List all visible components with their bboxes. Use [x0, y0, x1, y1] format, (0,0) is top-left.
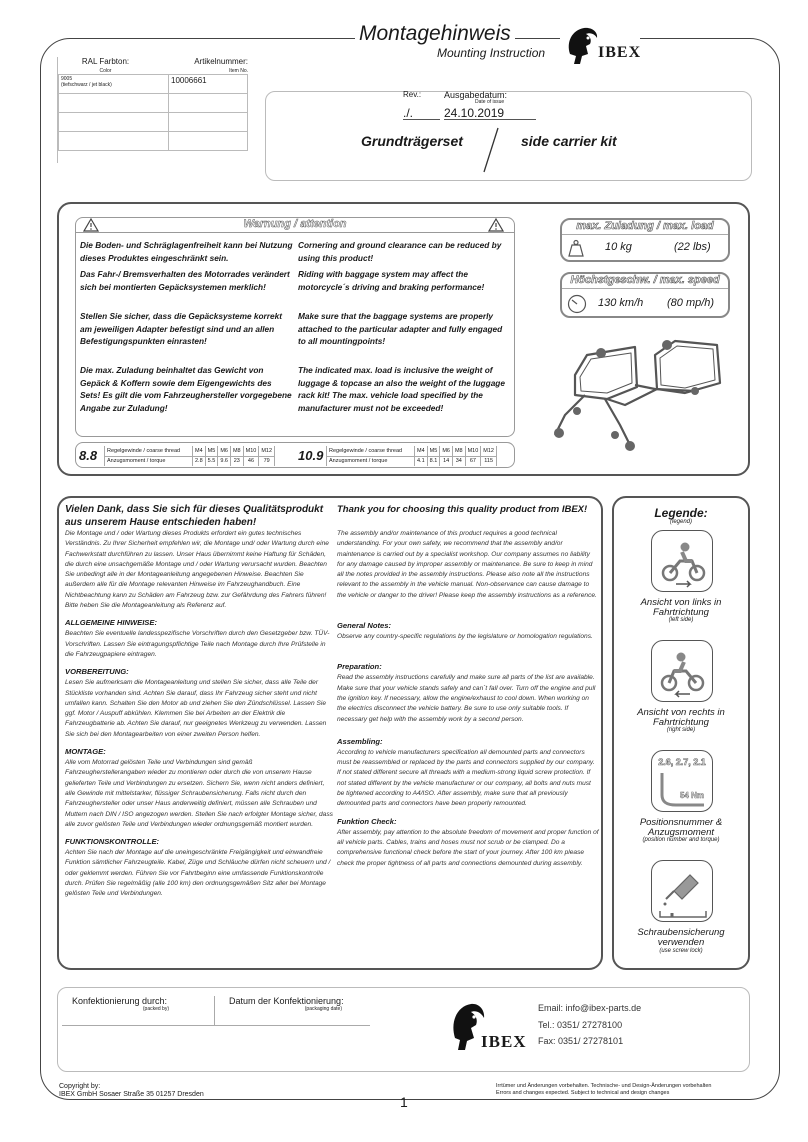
brand-name: IBEX	[481, 1032, 527, 1051]
torque-size: M8	[452, 446, 465, 456]
intro-de: Die Montage und / oder Wartung dieses Produkts erfordert ein gutes technisches Verständnis. Zu Ihrer Sicherheit empfehlen wir, die Montage und/ oder Wartung durch eine Fachwerkstatt durchführen zu lassen. Unser Haus übernimmt keine Haftung für Schäden, die durch eine unsachgemäße Montage und / oder Wartung verursacht wurden. Beachten Sie unbedingt alle in der Montageanleitung angegebenen Hinweise. Beachten Sie außerdem alle für die Montage relevanten Hinweise im Fahrzeughandbuch. Eine Nichtbeachtung kann zu Schäden am Fahrzeug bzw. zur Gefährdung des Fahrers führen! Bitte heben Sie die Montageanleitung als Referenz auf.	[65, 530, 329, 610]
warning-en-3: Make sure that the baggage systems are properly attached to the particular adapter and fully engaged to all mountingpoints!	[298, 311, 503, 346]
position-numbers: 2.6, 2.7, 2.1	[658, 757, 706, 767]
speedometer-icon	[567, 294, 587, 314]
torque-value: 34	[452, 456, 465, 466]
item-label: Item No.	[229, 68, 248, 74]
torque-size: M12	[481, 446, 497, 456]
max-speed-mph: (80 mp/h)	[667, 297, 715, 309]
legend-sub: (left side)	[668, 617, 694, 623]
legend-label: Schraubensicherung verwenden	[637, 927, 725, 948]
legend-sub: (use screw lock)	[659, 948, 703, 954]
torque-table-2	[326, 446, 497, 466]
page-title: Montagehinweis	[355, 22, 515, 46]
issue-date: 24.10.2019	[444, 106, 505, 120]
disclaimer-de: Irrtümer und Änderungen vorbehalten. Technische- und Design-Änderungen vorbehalten	[496, 1083, 712, 1089]
section-text: After assembly, pay attention to the absolute freedom of movement and proper function of all vehicle parts. Cables, trains and hoses must not scrub or be clamped. Do a comprehensive functional check before the start of your journey. After 100 km please check the proper tightness of all parts and connections demounted during assembly.	[337, 828, 599, 867]
packed-by-sub: (packed by)	[142, 1006, 169, 1012]
section-text: Achten Sie nach der Montage auf die uneingeschränkte Freigängigkeit und einwandfreie Funktion sämtlicher Fahrzeugteile. Kabel, Züge und Schläuche dürfen nicht scheuern und / oder geklemmt werden. Führen Sie vor Fahrtbeginn eine umfassende Funktionskontrolle durch. Prüfen Sie regelmäßig (alle 100 km) den ordnungsgemäßen Sitz aller bei Montage gelösten Teile und Verbindungen.	[65, 849, 331, 898]
info-table	[57, 57, 247, 163]
warning-header	[75, 217, 515, 233]
legend-sub: (position number and torque)	[642, 837, 720, 843]
max-speed-kmh: 130 km/h	[598, 297, 644, 309]
intro-en: The assembly and/or maintenance of this product requires a good technical understanding. For your own safety, we recommend that the assembly and/or maintenance is carried out by a specialist workshop. Our company assumes no liability for any damage caused by improper assembly or maintenance. Be sure to keep in mind all the notes provided in the assembly instructions. Please also note all the instructions relevant to the assembly in the vehicle manual. Non-observance can cause damage to the vehicle or danger to the driver! Please keep the assembly instructions as a reference.	[337, 530, 597, 599]
contact-email[interactable]: Email: info@ibex-parts.de	[538, 1003, 642, 1013]
torque-value: 5.5	[205, 456, 218, 466]
max-load-kg: 10 kg	[605, 241, 632, 253]
torque-size: M10	[465, 446, 481, 456]
max-load-box	[560, 218, 730, 262]
motorcycle-right-icon	[652, 641, 714, 703]
legend-subtitle: (legend)	[669, 519, 692, 525]
torque-size: M10	[243, 446, 259, 456]
warning-de-4: Die max. Zuladung beinhaltet das Gewicht von Gepäck & Koffern sowie dem Eigengewichts des Sets! Es gilt die vom Fahrzeughersteller vorgegebene Angabe zur Zuladung!	[80, 365, 292, 413]
legend-sub: (right side)	[666, 727, 696, 733]
torque-value: 4.1	[415, 456, 428, 466]
section-title: Preparation:	[337, 662, 382, 672]
torque-value: 67	[465, 456, 481, 466]
section-title: Funktion Check:	[337, 816, 397, 826]
disclaimer-en: Errors and changes expected. Subject to technical and design changes	[496, 1090, 670, 1096]
torque-value: 46	[243, 456, 259, 466]
section-title: FUNKTIONSKONTROLLE:	[65, 837, 160, 847]
section-text: Alle vom Motorrad gelösten Teile und Verbindungen sind gemäß Fahrzeugherstellerangaben wieder zu montieren oder durch die von unserem Hause gelieferten Teile und Verbindungen zu ersetzen. Sichern Sie, wenn nicht anders definiert, alle Gewinde mit mittelstarker, flüssiger Schraubensicherung. Falls nicht durch den Fahrzeughersteller oder unser Haus anderweitig definiert, müssen alle Schrauben und Muttern nach DIN / ISO angezogen werden. Stellen Sie nach erfolgter Montage sicher, dass alle zuvor gelösten Teile und Verbindungen wieder ordnungsgemäß montiert wurden.	[65, 759, 333, 828]
date-label: Ausgabedatum:	[444, 90, 508, 100]
pack-date-field	[215, 996, 370, 1026]
article-label: Artikelnummer:	[194, 57, 248, 66]
section-text: Observe any country-specific regulations by the legislature or homologation regulations.	[337, 633, 593, 641]
warning-en-2: Riding with baggage system may affect the motorcycle´s driving and braking performance!	[298, 269, 485, 292]
section-title: MONTAGE:	[65, 747, 106, 757]
copyright-label: Copyright by:	[59, 1083, 101, 1090]
torque-size: M6	[218, 446, 231, 456]
torque-row-label: Anzugsmoment / torque	[327, 456, 415, 466]
torque-value: 14	[440, 456, 453, 466]
packed-by-field	[62, 996, 215, 1026]
torque-value: 115	[481, 456, 497, 466]
page-number: 1	[400, 1094, 408, 1110]
legend-title: Legende:	[654, 506, 708, 520]
date-sub: Date of issue	[475, 99, 505, 105]
section-title: VORBEREITUNG:	[65, 667, 129, 677]
torque-table-1	[104, 446, 275, 466]
section-text: Beachten Sie eventuelle landesspezifische Vorschriften durch den Gesetzgeber bzw. TÜV-Vorschriften. Lassen Sie eintragungspflichtige Teile nach Montage durch Ihre Prüfstelle in die Fahrzeugpapiere eintragen.	[65, 630, 330, 658]
right-view-icon	[651, 640, 713, 702]
thanks-de: Vielen Dank, dass Sie sich für dieses Qualitätsprodukt aus unserem Hause entschieden haben!	[65, 504, 324, 528]
torque-size: M12	[259, 446, 275, 456]
torque-row-label: Regelgewinde / coarse thread	[327, 446, 415, 456]
section-title: Assembling:	[337, 736, 383, 746]
warning-de-1: Die Boden- und Schräglagenfreiheit kann bei Nutzung dieses Produktes eingeschränkt sein.	[80, 240, 293, 263]
brand-name: IBEX	[598, 44, 642, 61]
instructions-de	[65, 529, 333, 900]
rev-label: Rev.:	[403, 90, 422, 99]
torque-row-label: Anzugsmoment / torque	[105, 456, 193, 466]
warning-title: Warnung / attention	[243, 218, 347, 230]
warning-en-1: Cornering and ground clearance can be reduced by using this product!	[298, 240, 502, 263]
ral-desc: (tiefschwarz / jet black)	[61, 82, 112, 88]
weight-icon	[568, 239, 584, 257]
torque-grade-2: 10.9	[298, 448, 324, 463]
torque-size: M5	[427, 446, 440, 456]
warning-icon	[488, 218, 504, 232]
packed-by-label: Konfektionierung durch:	[72, 996, 168, 1006]
product-name-de: Grundträgerset	[361, 133, 463, 149]
torque-size: M4	[415, 446, 428, 456]
torque-value: 79	[259, 456, 275, 466]
position-torque-icon	[651, 750, 713, 812]
contact-tel: Tel.: 0351/ 27278100	[538, 1020, 623, 1030]
max-speed-title: Höchstgeschw. / max. speed	[562, 274, 728, 289]
pack-date-label: Datum der Konfektionierung:	[229, 996, 344, 1006]
torque-value: 23	[230, 456, 243, 466]
ral-value: 9005	[61, 76, 73, 82]
pack-date-sub: (packaging date)	[304, 1006, 342, 1012]
rev-value: ./.	[403, 106, 414, 120]
company-address: IBEX GmbH Sosaer Straße 35 01257 Dresden	[59, 1091, 204, 1098]
warning-de-3: Stellen Sie sicher, dass die Gepäcksysteme korrekt am jeweiligen Adapter befestigt sind und an allen Befestigungspunkten einrasten!	[80, 311, 283, 346]
torque-size: M8	[230, 446, 243, 456]
product-name-en: side carrier kit	[521, 133, 617, 149]
position-torque: 54 Nm	[679, 791, 704, 800]
page-subtitle: Mounting Instruction	[433, 46, 549, 60]
max-speed-box	[560, 272, 730, 318]
torque-size: M6	[440, 446, 453, 456]
carrier-kit-illustration	[545, 325, 725, 470]
torque-value: 8.1	[427, 456, 440, 466]
max-load-title: max. Zuladung / max. load	[562, 220, 728, 235]
date-underline	[444, 119, 536, 120]
max-load-lbs: (22 lbs)	[674, 241, 711, 253]
ibex-icon	[562, 24, 602, 66]
info-grid	[58, 74, 248, 151]
article-value: 10006661	[169, 75, 248, 94]
torque-grade-1: 8.8	[79, 448, 98, 463]
torque-value: 2.8	[193, 456, 206, 466]
legend-label: Ansicht von links in Fahrtrichtung	[640, 597, 722, 618]
glue-bottle-icon	[652, 861, 714, 923]
brand-logo	[560, 24, 640, 69]
thanks-en: Thank you for choosing this quality product from IBEX!	[337, 504, 588, 515]
torque-row-label: Regelgewinde / coarse thread	[105, 446, 193, 456]
contact-fax: Fax: 0351/ 27278101	[538, 1036, 624, 1046]
torque-size: M5	[205, 446, 218, 456]
instructions-en	[337, 529, 599, 869]
legend-label: Ansicht von rechts in Fahrtrichtung	[637, 707, 725, 728]
color-label: Color	[99, 68, 112, 74]
section-title: General Notes:	[337, 621, 392, 631]
ral-label: RAL Farbton:	[81, 57, 130, 66]
warning-de-2: Das Fahr-/ Bremsverhalten des Motorrades verändert sich bei montierten Gepäcksystemen merklich!	[80, 269, 290, 292]
torque-value: 9.6	[218, 456, 231, 466]
warning-en-4: The indicated max. load is inclusive the weight of luggage & topcase an also the weight of the luggage rack kit! The max. vehicle load specified by the manufacturer must not be exceeded!	[298, 365, 505, 413]
section-text: Lesen Sie aufmerksam die Montageanleitung und stellen Sie sicher, dass alle Teile der Stückliste vorhanden sind. Achten Sie darauf, dass Ihr Fahrzeug sicher steht und nicht umfallen kann. Schalten Sie den Motor ab und ziehen Sie den Zündschlüssel. Lassen Sie ggf. Motor / Auspuff abkühlen. Klemmen Sie bei Arbeiten an der Elektrik die Fahrzeugbatterie ab. Achten Sie darauf, nur geeignetes Werkzeug zu verwenden. Lassen Sie sich bei den Montagearbeiten von einer zweiten Person helfen.	[65, 679, 327, 738]
screw-lock-icon	[651, 860, 713, 922]
legend-label: Positionsnummer & Anzugsmoment	[639, 817, 723, 838]
product-box	[265, 91, 752, 181]
footer-logo	[447, 1000, 527, 1055]
bracket-icon	[658, 771, 708, 809]
slash-divider	[480, 126, 502, 174]
motorcycle-left-icon	[652, 531, 714, 593]
torque-size: M4	[193, 446, 206, 456]
section-text: Read the assembly instructions carefully and make sure all parts of the list are available. Make sure that your vehicle stands safely and can´t fall over. Turn off the engine and pull the ignition key. If necessary, allow the engine/exhaust to cool down. When working on the electrics disconnect the vehicle battery. Be sure to use only suitable tools. If necessary get help with the assembly work by a second person.	[337, 674, 596, 723]
rev-underline	[403, 119, 440, 120]
section-title: ALLGEMEINE HINWEISE:	[65, 618, 157, 628]
left-view-icon	[651, 530, 713, 592]
section-text: According to vehicle manufacturers specification all demounted parts and connectors must be reassembled or replaced by the parts and connectors supplied by our company. If not stated different secure all threads with a medium-strong liquid screw protection. If not stated different by the vehicle manufacturer or our company, all bolts and nuts must be tightened according to A4/ISO. After assembly, make sure that all previously demounted parts and connectors have been properly remounted.	[337, 748, 595, 808]
